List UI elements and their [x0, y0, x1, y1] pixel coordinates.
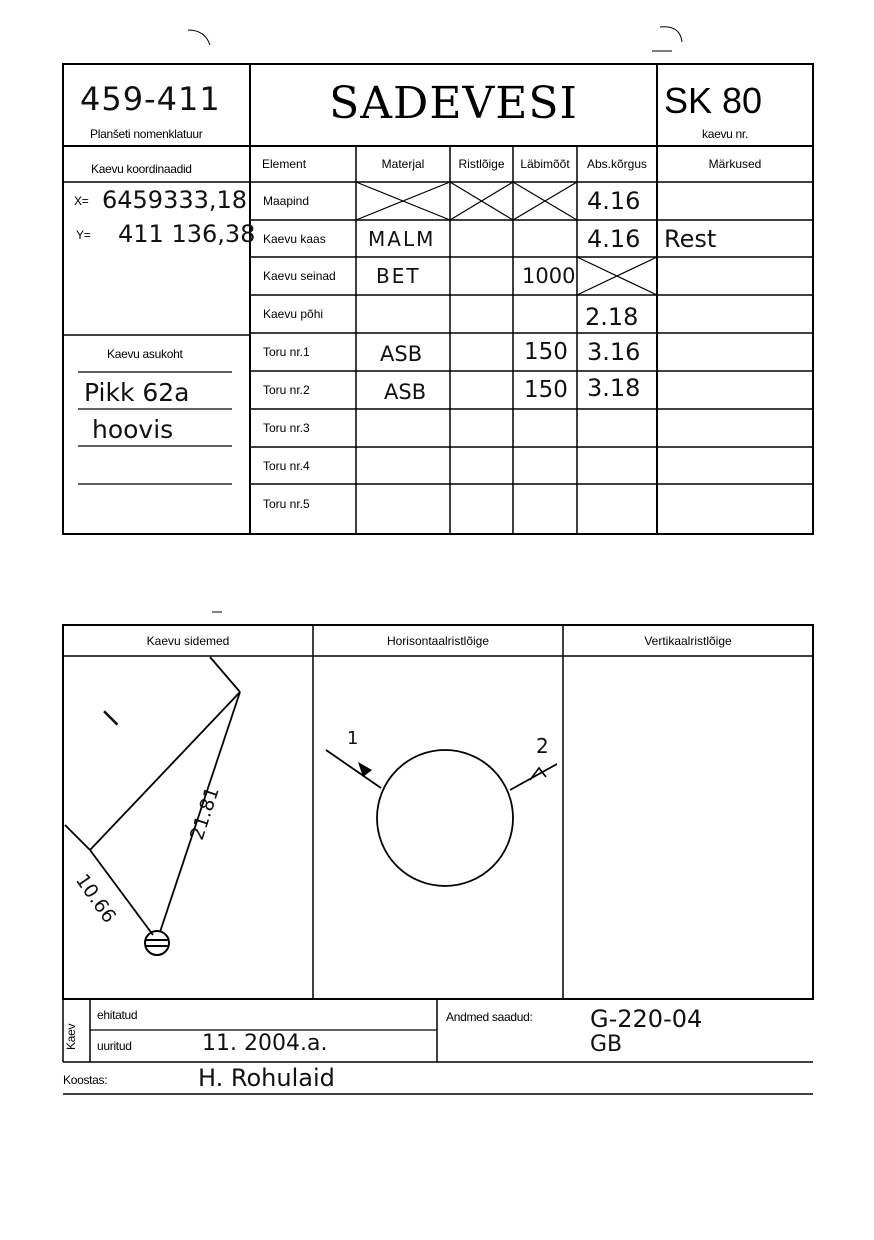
kaas-markused: Rest: [664, 224, 717, 253]
toru1-labimoot: 150: [524, 339, 568, 365]
maapind-abs: 4.16: [587, 187, 641, 215]
row-element-label: Maapind: [263, 194, 310, 208]
y-value: 411 136,38: [118, 220, 256, 248]
row-element-label: Kaevu seinad: [263, 269, 336, 283]
surveyed-label: uuritud: [97, 1039, 132, 1053]
vertical-section-label: Vertikaalristlõige: [644, 633, 732, 648]
seinad-materjal: BET: [376, 264, 421, 288]
pipe-label-2: 2: [536, 734, 549, 758]
toru1-abs: 3.16: [587, 338, 641, 366]
x-value: 6459333,18: [102, 186, 248, 214]
row-element-label: Toru nr.3: [263, 421, 310, 435]
location-line-1: Pikk 62a: [84, 378, 190, 407]
row-element-label: Toru nr.4: [263, 458, 310, 473]
plan-number: 459-411: [80, 80, 221, 118]
location-line-2: hoovis: [92, 415, 174, 444]
surveyed-value: 11. 2004.a.: [202, 1031, 328, 1056]
row-element-label: Toru nr.2: [263, 383, 310, 397]
header-labimoot: Läbimõõt: [520, 157, 570, 171]
well-label: kaevu nr.: [702, 127, 748, 141]
built-label: ehitatud: [97, 1008, 138, 1022]
row-element-label: Kaevu põhi: [263, 307, 324, 321]
coords-label: Kaevu koordinaadid: [91, 162, 192, 176]
header-materjal: Materjal: [381, 157, 425, 171]
row-element-label: Toru nr.1: [263, 345, 310, 359]
compiled-label: Koostas:: [63, 1073, 108, 1087]
row-element-label: Toru nr.5: [263, 497, 310, 511]
well-symbol: [145, 931, 169, 955]
pipe-label-1: 1: [347, 728, 359, 749]
horizontal-section-sketch: [326, 750, 557, 886]
building-mark: I: [98, 705, 126, 733]
toru2-labimoot: 150: [524, 377, 568, 403]
compiled-value: H. Rohulaid: [198, 1064, 335, 1092]
page-title: SADEVESI: [329, 78, 578, 129]
toru1-materjal: ASB: [380, 342, 423, 366]
toru2-abs: 3.18: [587, 374, 641, 402]
distance-label-1: 21.81: [186, 784, 224, 843]
pohi-abs: 2.18: [585, 303, 639, 331]
distance-label-2: 10.66: [70, 870, 121, 928]
data-source-label: Andmed saadud:: [446, 1010, 533, 1024]
y-label: Y=: [76, 228, 91, 242]
header-element: Element: [262, 157, 307, 171]
well-circle: [377, 750, 513, 886]
horizontal-section-label: Horisontaalristlõige: [386, 633, 490, 648]
well-number: SK 80: [664, 80, 763, 121]
plan-label: Planšeti nomenklatuur: [90, 127, 203, 141]
kaas-materjal: MALM: [368, 226, 436, 251]
x-label: X=: [74, 194, 89, 208]
data-source-value: G-220-04: [590, 1005, 703, 1033]
seinad-labimoot: 1000: [522, 264, 576, 288]
data-source-value-2: GB: [590, 1032, 623, 1057]
row-element-label: Kaevu kaas: [263, 231, 326, 246]
toru2-materjal: ASB: [384, 380, 427, 404]
location-label: Kaevu asukoht: [107, 347, 183, 361]
header-abs-korgus: Abs.kõrgus: [586, 157, 648, 171]
header-ristloige: Ristlõige: [458, 157, 505, 171]
ties-label: Kaevu sidemed: [146, 633, 230, 648]
side-label: Kaev: [64, 1023, 78, 1050]
header-markused: Märkused: [708, 157, 762, 171]
kaas-abs: 4.16: [587, 224, 641, 253]
